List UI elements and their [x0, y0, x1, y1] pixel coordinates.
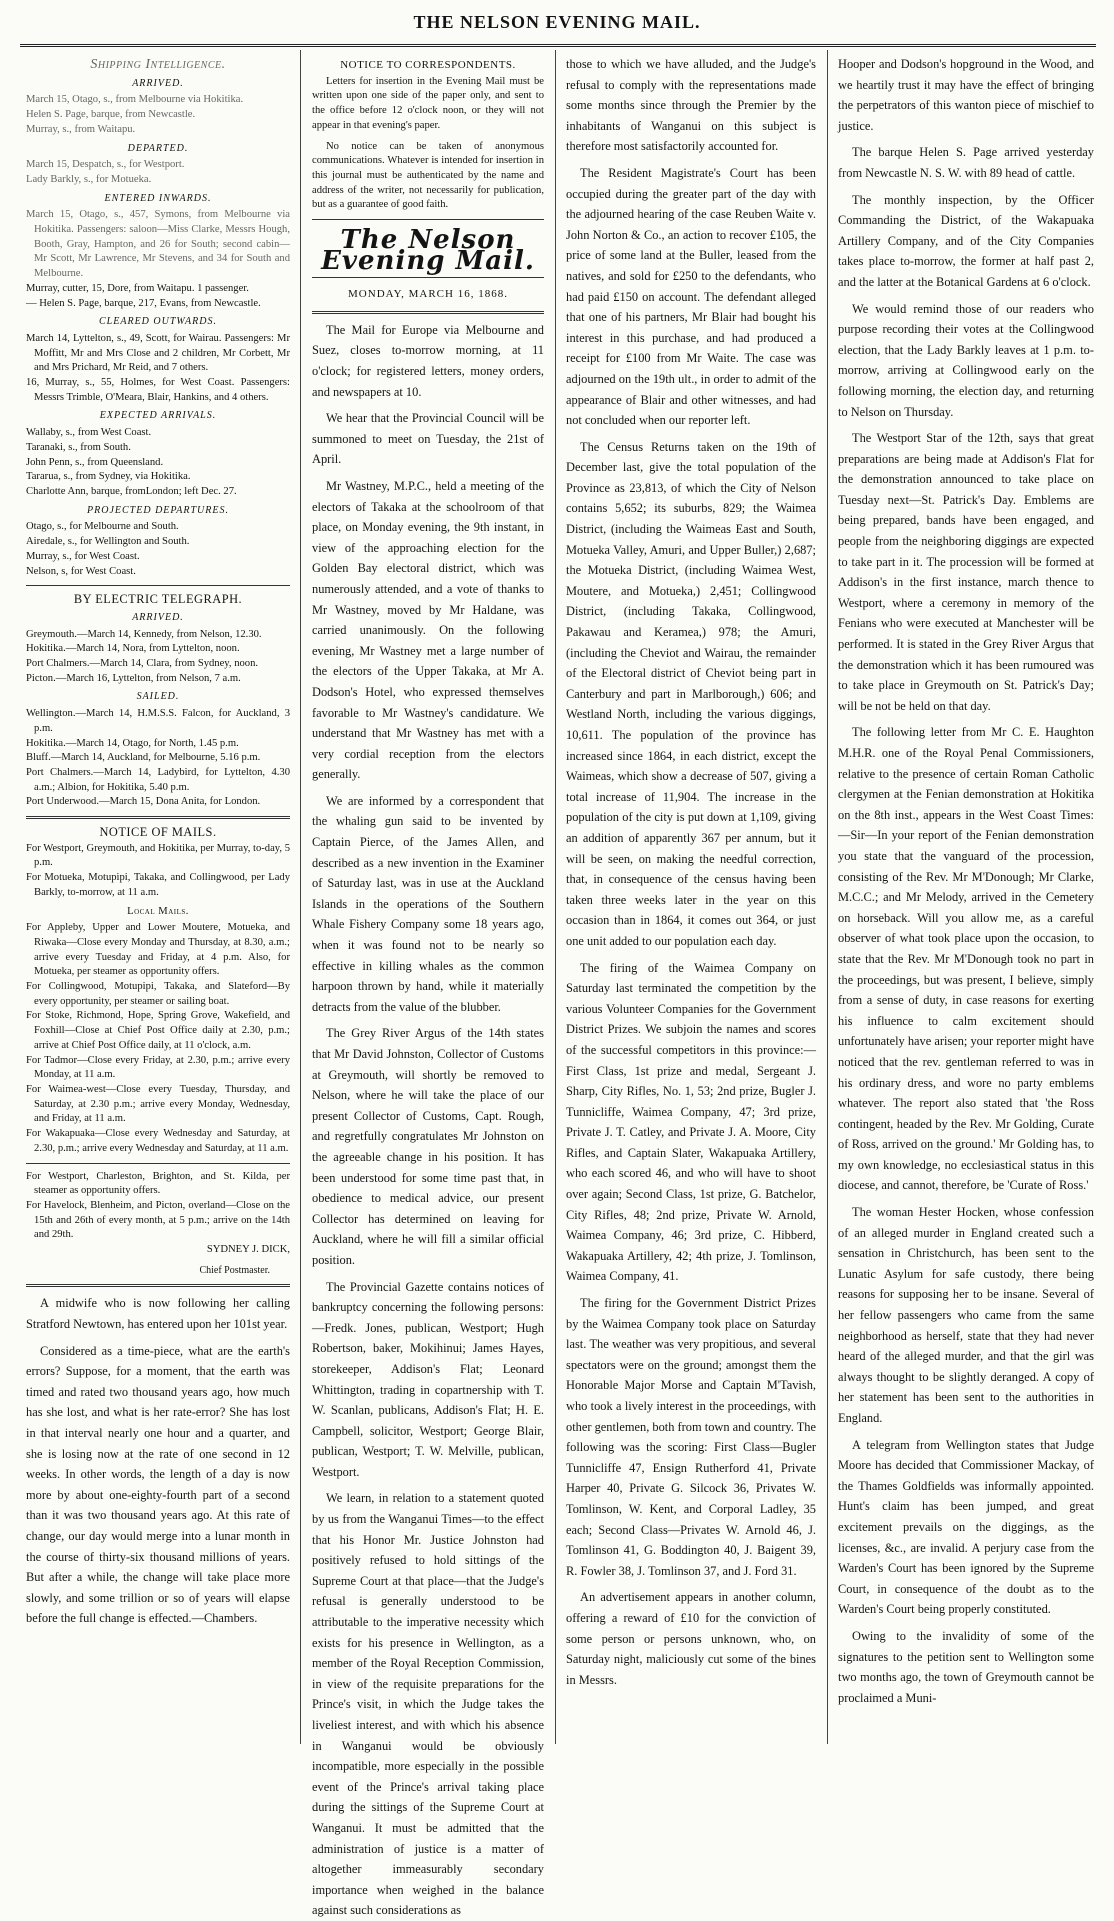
column-2 — [312, 54, 544, 1918]
notice-heading: NOTICE TO CORRESPONDENTS. — [340, 59, 516, 71]
paragraph: The following letter from Mr C. E. Haughton M.H.R. one of the Royal Penal Commissioners, relative to the presence of certain Roman Catholic clergymen at the Fenian demonstration at Hokitika on the 8th inst., appears in the West Coast Times:—Sir—In your report of the Fenian demonstration you state that the vanguard of the procession, consisting of the Rev. Mr M'Donough; Mr Clarke, M.C.C.; and Mr Melody, arrived in the Cemetery on horseback. Will you allow me, as a careful observer of what took place upon the occasion, to state that the Rev. Mr M'Donough took no part in the proceedings, but was present, I believe, simply from a sense of duty, in case reasons for exerting his influence to calm excitement should unfortunately have arisen; your reporter might have noticed that the rev. gentleman referred to was in his ordinary dress, and wore no party emblems whatever. The report also stated that 'the Ross contingent, headed by the Rev. Mr Golding, Curate of Ross, arrived on the ground.' Mr Golding has, to my own knowledge, no ecclesiastical status in this diocese, and cannot, therefore, be 'Curate of Ross.' — [838, 725, 1094, 1193]
column-rule — [300, 50, 301, 1744]
paragraph: The barque Helen S. Page arrived yesterday from Newcastle N. S. W. with 89 head of cattle. — [838, 145, 1094, 180]
mail-entry: For Stoke, Richmond, Hope, Spring Grove, Wakefield, and Foxhill—Close at Chief Post Office daily at 2.30, p.m.; arrive at Chief Post Office daily, at 11 o'clock, a.m. — [26, 1010, 290, 1051]
telegraph-entry: Picton.—March 16, Lyttelton, from Nelson, 7 a.m. — [26, 672, 241, 684]
paragraph: We are informed by a correspondent that the whaling gun said to be invented by Captain Pierce, of the James Allen, and described as a new invention in the Examiner of Saturday last, was in use at the Auckland Islands in the operations of the Southern Whale Fishery Company some 18 years ago, when it was found not to be nearly so effective in killing whales as the common harpoon thrown by hand, while it materially detracts from the value of the blubber. — [312, 793, 544, 1014]
section-rule — [312, 311, 544, 314]
mail-entry: For Tadmor—Close every Friday, at 2.30, p.m.; arrive every Monday, at 11 a.m. — [26, 1054, 290, 1081]
paragraph: The Census Returns taken on the 19th of December last, give the total population of the Province as 23,813, of which the City of Nelson contains 5,652; its suburbs, 829; the Waimea District, (including the Waimeas East and South, Motueka Valley, Amuri, and Upper Buller,) 2,687; the Motueka District, (including Waimea West, Moutere, and Motueka,) 2,451; Collingwood District, (including Takaka, Collingwood, Pakawau and Keramea,) 978; the Amuri, (including the Cheviot and Wairau, the remainder of the Electoral district of Cheviot being part in Canterbury and part in Marlborough,) 606; and Westland North, including the various diggings, 10,611. The population of the province has increased since 1864, in each district, except the Waimeas, which show a decrease of 507, giving a total increase of 11,904. The increase in the population of the city is put down at 1,109, giving an addition of apparently 367 per annum, but it will be seen, on making the needful correction, that, in consequence of the census having been taken three weeks later in the year on this occasion than in 1864, it comes out 364, or just one unit added to our population each day. — [566, 439, 816, 948]
signature-name: SYDNEY J. DICK, — [206, 1244, 290, 1256]
section-rule — [312, 219, 544, 220]
paragraph: The Resident Magistrate's Court has been occupied during the greater part of the day with the adjourned hearing of the case Reuben Waite v. John Norton & Co., an action to recover £105, the price of some land at the Buller, leased from the natives, and sold for £250 to the defendants, who had paid £150 on account. The defendant alleged that one of his partners, Mr Blair had bought his interest in this purchase, and had produced a receipt for £100 from Mr Waite. The case was adjourned on the 19th ult., in order to admit of the appearance of Blair and other witnesses, and had not concluded when our reporter left. — [566, 165, 816, 428]
section-rule — [26, 1163, 290, 1164]
paragraph: Mr Wastney, M.P.C., held a meeting of the electors of Takaka at the schoolroom of that place, on Monday evening, the 9th instant, in view of the approaching election for the Golden Bay electoral district, which was numerously attended, and a vote of thanks to Mr Wastney, moved by Mr Haldane, was carried unanimously. On the following evening, Mr Wastney met a large number of the electors of the Upper Takaka, at Mr A. Dodson's Hotel, who expressed themselves favorable to Mr Wastney's candidature. We understand that Mr Wastney has met with a very cordial reception from the electors generally. — [312, 478, 544, 782]
ship-entry: Otago, s., for Melbourne and South. — [26, 521, 179, 533]
shipping-heading: Shipping Intelligence. — [90, 57, 226, 72]
tel-arrived-heading: ARRIVED. — [132, 611, 184, 623]
telegraph-entry: Port Chalmers.—March 14, Clara, from Sydney, noon. — [26, 658, 259, 670]
paragraph: Hooper and Dodson's hopground in the Wood, and we heartily trust it may have the effect of bringing the perpetrators of this wanton piece of mischief to justice. — [838, 57, 1094, 133]
mail-entry: For Appleby, Upper and Lower Moutere, Motueka, and Riwaka—Close every Monday and Thursday, at 8.30, a.m.; arrive every Tuesday and Friday, at 4 p.m. Also, for Motueka, per steamer as opportunity offers. — [26, 922, 290, 978]
notice-text: No notice can be taken of anonymous communications. Whatever is intended for insertion in this journal must be authenticated by the name and address of the writer, not necessarily for publication, but as a guarantee of good faith. — [312, 140, 544, 211]
ship-entry: Helen S. Page, barque, from Newcastle. — [26, 109, 196, 121]
telegraph-entry: Hokitika.—March 14, Nora, from Lyttelton, noon. — [26, 643, 240, 655]
ship-entry: Murray, s., from Waitapu. — [26, 123, 136, 135]
correspondents-notice — [312, 58, 544, 213]
tel-sailed-heading: SAILED. — [136, 691, 180, 703]
paragraph: The Grey River Argus of the 14th states that Mr David Johnston, Collector of Customs at Greymouth, will shortly be removed to Nelson, where he will take the place of our present Collector of Customs, Capt. Rough, and regretfully congratulates Mr Johnston on the agreeable change in his position. It has been understood for some time past that, in obedience to medical advice, our present Collector has determined on leaving for Auckland, where he will fill a similar official position. — [312, 1026, 544, 1267]
ship-entry: Murray, s., for West Coast. — [26, 550, 140, 562]
ship-entry: Wallaby, s., from West Coast. — [26, 427, 152, 439]
telegraph-entry: Bluff.—March 14, Auckland, for Melbourne, 5.16 p.m. — [26, 752, 261, 764]
section-rule — [26, 816, 290, 819]
paragraph: The firing for the Government District Prizes by the Waimea Company took place on Saturday last. The weather was very propitious, and several spectators were on the ground; amongst them the Honorable Major Morse and Captain M'Tavish, who took a lively interest in the proceedings, with other gentlemen, both from town and country. The following was the scoring: First Class—Bugler Tunnicliffe 47, Ensign Rutherford 41, Private Harper 40, Private G. Silcock 36, Privates W. Tomlinson, W. Kent, and Corporal Ladley, 35 each; Second Class—Privates W. Arnold 46, J. Tomlinson 41, G. Boddington 40, J. Baigent 39, R. Fowler 38, J. Tomlinson 37, and J. Ford 31. — [566, 1296, 816, 1578]
telegraph-entry: Port Chalmers.—March 14, Ladybird, for Lyttelton, 4.30 a.m.; Albion, for Hokitika, 5.40 p.m. — [26, 766, 290, 793]
paper-title: The Nelson Evening Mail. — [321, 225, 535, 276]
ship-entry: Nelson, s, for West Coast. — [26, 565, 136, 577]
notice-text: Letters for insertion in the Evening Mail must be written upon one side of the paper only, and sent to the office before 12 o'clock noon, or they will not appear in that evening's paper. — [312, 75, 544, 131]
paragraph: A telegram from Wellington states that Judge Moore has decided that Commissioner Mackay, of the Thames Goldfields was informally appointed. Hunt's claim has been jumped, and great excitement prevails on the diggings, as the licenses, &c., are invalid. A perjury case from the Warden's Court has been ignored by the Supreme Court, in consequence of the doubt as to the Warden's Court being properly constituted. — [838, 1437, 1094, 1617]
paragraph: those to which we have alluded, and the Judge's refusal to comply with the representations made some months since through the Premier by the inhabitants of Wanganui on this subject is therefore most satisfactorily accounted for. — [566, 57, 816, 154]
ship-entry: John Penn, s., from Queensland. — [26, 456, 164, 468]
paragraph: The Mail for Europe via Melbourne and Suez, closes to-morrow morning, at 11 o'clock; for registered letters, money orders, and newspapers at 10. — [312, 322, 544, 399]
section-rule — [26, 1284, 290, 1287]
column-rule — [827, 50, 828, 1744]
entered-heading: ENTERED INWARDS. — [104, 192, 212, 204]
cleared-heading: CLEARED OUTWARDS. — [99, 316, 217, 328]
telegraph-heading: BY ELECTRIC TELEGRAPH. — [73, 592, 243, 607]
projected-heading: PROJECTED DEPARTURES. — [87, 504, 229, 516]
mail-entry: For Motueka, Motupipi, Takaka, and Collingwood, per Lady Barkly, to-morrow, at 11 a.m. — [26, 872, 290, 898]
paragraph: The Provincial Gazette contains notices of bankruptcy concerning the following persons:—Fredk. Jones, publican, Westport; Hugh Robertson, baker, Mokihinui; James Hayes, storekeeper, Addison's Flat; Leonard Whittington, trading in copartnership with T. W. Scanlan, publicans, Addison's Flat; H. E. Campbell, solicitor, Westport; George Blair, publican, Westport; T. W. Melville, publican, Westport. — [312, 1279, 544, 1479]
mail-entry: For Wakapuaka—Close every Wednesday and Saturday, at 2.30, p.m.; arrive every Wednesday and Saturday, at 11 a.m. — [26, 1128, 290, 1154]
mail-entry: For Westport, Charleston, Brighton, and St. Kilda, per steamer as opportunity offers. — [26, 1170, 290, 1197]
local-mails-heading: Local Mails. — [127, 905, 189, 917]
paragraph: We would remind those of our readers who purpose recording their votes at the Collingwood election, that the Lady Barkly leaves at 1 p.m. to-morrow, arriving at Collingwood early on the following morning, the election day, and returning to Nelson on Thursday. — [838, 301, 1094, 419]
ship-entry: Tararua, s., from Sydney, via Hokitika. — [26, 471, 191, 483]
mails-heading: NOTICE OF MAILS. — [99, 825, 217, 840]
dateline: MONDAY, MARCH 16, 1868. — [348, 288, 508, 301]
paragraph: The monthly inspection, by the Officer Commanding the District, of the Wakapuaka Artillery Company, and of the City Companies takes place to-morrow, the former at half past 2, and the latter at the Botanical Gardens at 6 o'clock. — [838, 192, 1094, 289]
telegraph-entry: Hokitika.—March 14, Otago, for North, 1.45 p.m. — [26, 737, 239, 749]
mail-entry: For Collingwood, Motupipi, Takaka, and Slateford—By every opportunity, per steamer or sailing boat. — [26, 981, 290, 1007]
ship-entry: Charlotte Ann, barque, fromLondon; left Dec. 27. — [26, 485, 237, 497]
ship-entry: March 14, Lyttelton, s., 49, Scott, for Wairau. Passengers: Mr Moffitt, Mr and Mrs Close and 2 children, Mr Corbett, Mr and Mrs Prichard, Mr Reid, and 7 others. — [26, 332, 290, 374]
paragraph: Considered as a time-piece, what are the earth's errors? Suppose, for a moment, that the earth was timed and rated two thousand years ago, how much has she lost, and what is her rate-error? She has lost in that interval nearly one hour and a quarter, and she is losing now at the rate of one second in 12 weeks. In other words, the length of a day is now more by about one-eighty-fourth part of a second than it was two thousand years ago. At this rate of change, our day would merge into a lunar month in the course of thirty-six thousand millions of years. But after a while, the change will take place more slowly, and some trillion or so of years will elapse before the full change is effected.—Chambers. — [26, 1343, 290, 1626]
column-rule — [555, 50, 556, 1744]
section-rule — [312, 277, 544, 278]
ship-entry: March 15, Otago, s., from Melbourne via Hokitika. — [26, 94, 244, 106]
ship-entry: Lady Barkly, s., for Motueka. — [26, 173, 152, 185]
mail-entry: For Havelock, Blenheim, and Picton, overland—Close on the 15th and 26th of every month, at 5 p.m.; arrive on the 14th and 29th. — [26, 1199, 290, 1241]
expected-heading: EXPECTED ARRIVALS. — [99, 410, 217, 422]
telegraph-entry: Greymouth.—March 14, Kennedy, from Nelson, 12.30. — [26, 628, 262, 640]
ship-entry: 16, Murray, s., 55, Holmes, for West Coast. Passengers: Messrs Trimble, O'Meara, Blair, Hankins, and 4 others. — [26, 377, 290, 403]
departed-heading: DEPARTED. — [127, 142, 189, 154]
telegraph-entry: Port Underwood.—March 15, Dona Anita, for London. — [26, 796, 261, 808]
paragraph: The Westport Star of the 12th, says that great preparations are being made at Addison's Flat for the demonstration announced to take place on Tuesday next—St. Patrick's Day. Emblems are being prepared, bands have been engaged, and people from the neighboring diggings are expected to take part in it. The procession will be formed at Addison's in the first instance, march thence to Westport, where a ceremony in memory of the Fenians who were executed at Manchester will be performed. It is stated in the Grey River Argus that the demonstration which it has been rumoured was to take place in Greymouth on St. Patrick's Day; will be not be held on that day. — [838, 431, 1094, 713]
column-3 — [566, 54, 816, 1744]
mail-entry: For Westport, Greymouth, and Hokitika, per Murray, to-day, 5 p.m. — [26, 842, 290, 869]
mail-entry: For Waimea-west—Close every Tuesday, Thursday, and Saturday, at 2.30 p.m.; arrive every Monday, Wednesday, and Friday, at 11 a.m. — [26, 1084, 290, 1125]
paragraph: A midwife who is now following her calling Stratford Newtown, has entered upon her 101st year. — [26, 1296, 290, 1332]
paragraph: Owing to the invalidity of some of the signatures to the petition sent to Wellington some two months ago, the town of Greymouth cannot be proclaimed a Muni- — [838, 1628, 1094, 1705]
ship-entry: Airedale, s., for Wellington and South. — [26, 536, 190, 548]
telegraph-entry: Wellington.—March 14, H.M.S.S. Falcon, for Auckland, 3 p.m. — [26, 708, 290, 734]
paragraph: We hear that the Provincial Council will be summoned to meet on Tuesday, the 21st of April. — [312, 411, 544, 467]
paragraph: The firing of the Waimea Company on Saturday last terminated the competition by the various Volunteer Companies for the Government District Prizes. We subjoin the names and scores of the successful competitors in this province:—First Class, 1st prize and medal, Sergeant J. Sharp, City Rifles, No. 1, 53; 2nd prize, Bugler J. Tunnicliffe, Waimea Company, 47; 3rd prize, Private J. T. Catley, and Private J. A. Moore, City Rifles, and Captain Slater, Wakapuaka Artillery, who each scored 46, and who will have to shoot over again; Second Class, 1st prize, G. Batchelor, City Rifles, 48; 2nd prize, Private W. Arnold, Waimea Company, 46; 3rd prize, C. Hibberd, Wakapuaka Artillery, 42; 4th prize, J. Tomlinson, Waimea Company, 41. — [566, 960, 816, 1284]
masthead: THE NELSON EVENING MAIL. — [413, 12, 701, 32]
paragraph: The woman Hester Hocken, whose confession of an alleged murder in England created such a sensation in Christchurch, has been sent to the Lunatic Asylum for safe custody, there being reasons for supposing her to be insane. Several of her fellow passengers who came from the same neighborhood as herself, state that they had never heard of the alleged murder, and that the girl was always thought to be slightly deranged. A copy of her statement has been sent to the authorities in England. — [838, 1205, 1094, 1425]
ship-entry: — Helen S. Page, barque, 217, Evans, from Newcastle. — [26, 297, 261, 309]
column-1 — [26, 54, 290, 1744]
section-rule — [26, 585, 290, 586]
signature-title: Chief Postmaster. — [199, 1264, 270, 1276]
column-4 — [838, 54, 1094, 1744]
ship-entry: Taranaki, s., from South. — [26, 441, 131, 453]
paragraph: An advertisement appears in another column, offering a reward of £10 for the conviction of some person or persons unknown, who, on Saturday night, maliciously cut some of the bines in Messrs. — [566, 1590, 816, 1687]
ship-entry: Murray, cutter, 15, Dore, from Waitapu. 1 passenger. — [26, 282, 249, 294]
ship-entry: March 15, Despatch, s., for Westport. — [26, 159, 185, 171]
masthead-rule — [20, 44, 1096, 47]
arrived-heading: ARRIVED. — [132, 77, 184, 89]
ship-entry: March 15, Otago, s., 457, Symons, from Melbourne via Hokitika. Passengers: saloon—Miss Clarke, Messrs Hough, Booth, Gray, Hampton, and 26 for South; second cabin—Mr Scott, Mr Lawrence, Mr Stevens, and 34 for South and Melbourne. — [26, 209, 290, 280]
paragraph: We learn, in relation to a statement quoted by us from the Wanganui Times—to the effect that his Honor Mr. Justice Johnston had positively refused to hold sittings of the Supreme Court at that place—that the Judge's refusal is generally understood to be attributable to the imperative necessity which exists for his presence in Wellington, as a member of the Royal Reception Commission, in view of the requisite preparations for the Prince's visit, in which the Judge takes the liveliest interest, and with which his absence in Wanganui would be obviously incompatible, more especially in the possible event of the Prince's arrival taking place during the sittings of the Supreme Court at Wanganui. It must be admitted that the administration of justice is a matter of altogether immeasurably secondary importance when weighed in the balance against such considerations as — [312, 1491, 544, 1918]
